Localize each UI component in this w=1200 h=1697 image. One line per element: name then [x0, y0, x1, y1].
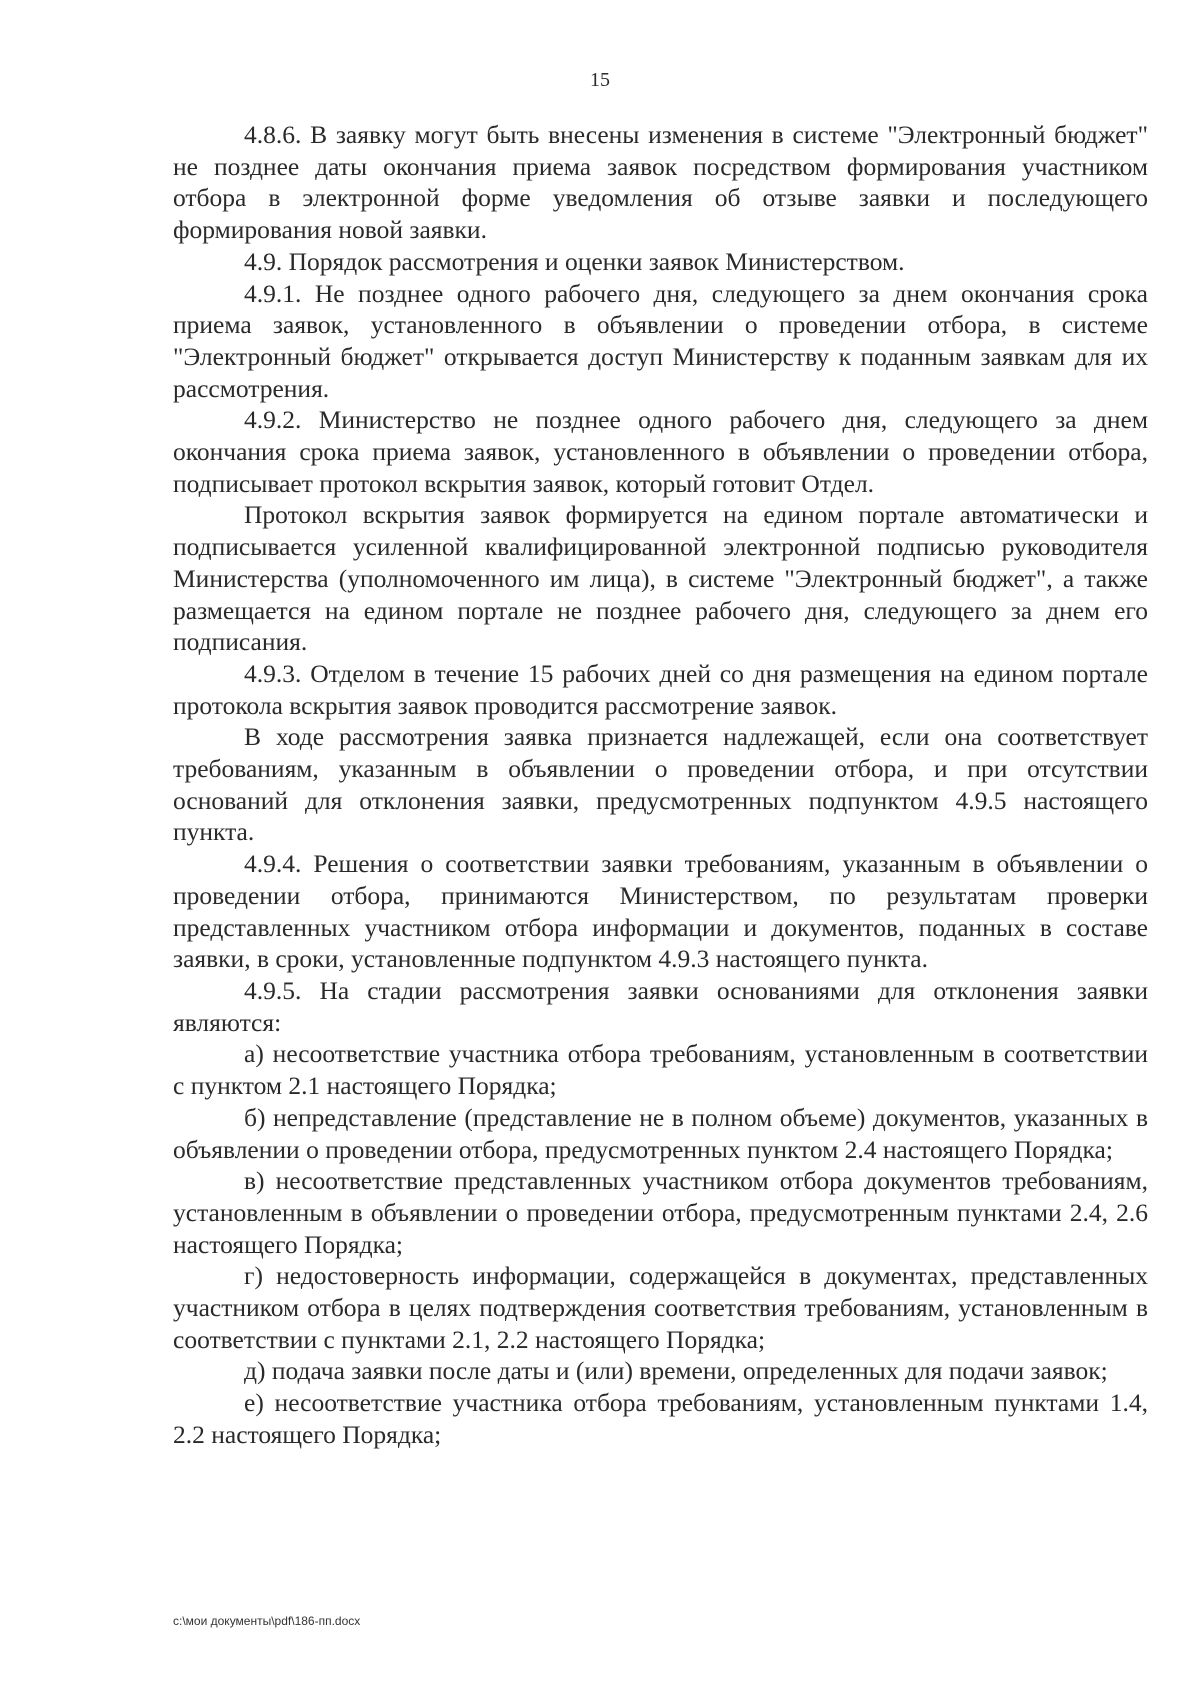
list-item-a: а) несоответствие участника отбора требованиям, установленным в соответствии с пунктом 2.1 настоящего Порядка;: [173, 1039, 1148, 1101]
list-item-b: б) непредставление (представление не в полном объеме) документов, указанных в объявлении о проведении отбора, предусмотренных пунктом 2.4 настоящего Порядка;: [173, 1102, 1148, 1164]
page-number: 15: [590, 69, 610, 91]
document-body: [173, 119, 1148, 1451]
paragraph-protocol: Протокол вскрытия заявок формируется на едином портале автоматически и подписывается усиленной квалифицированной электронной подписью руководителя Министерства (уполномоченного им лица), в системе "Электронный бюджет", а также размещается на едином портале не позднее рабочего дня, следующего за днем его подписания.: [173, 500, 1148, 657]
paragraph-4-9-3: 4.9.3. Отделом в течение 15 рабочих дней со дня размещения на едином портале протокола вскрытия заявок проводится рассмотрение заявок.: [173, 658, 1148, 720]
paragraph-4-9: 4.9. Порядок рассмотрения и оценки заявок Министерством.: [244, 246, 905, 276]
paragraph-4-9-1: 4.9.1. Не позднее одного рабочего дня, следующего за днем окончания срока приема заявок, установленного в объявлении о проведении отбора, в системе "Электронный бюджет" открывается доступ Министерству к поданным заявкам для их рассмотрения.: [173, 278, 1148, 403]
paragraph-review: В ходе рассмотрения заявка признается надлежащей, если она соответствует требованиям, указанным в объявлении о проведении отбора, и при отсутствии оснований для отклонения заявки, предусмотренных подпунктом 4.9.5 настоящего пункта.: [173, 722, 1148, 847]
paragraph-4-9-5: 4.9.5. На стадии рассмотрения заявки основаниями для отклонения заявки являются:: [173, 975, 1148, 1037]
list-item-g: г) недостоверность информации, содержащейся в документах, представленных участником отбора в целях подтверждения соответствия требованиям, установленным в соответствии с пунктами 2.1, 2.2 настоящего Порядка;: [173, 1261, 1148, 1354]
paragraph-4-9-2: 4.9.2. Министерство не позднее одного рабочего дня, следующего за днем окончания срока приема заявок, установленного в объявлении о проведении отбора, подписывает протокол вскрытия заявок, который готовит Отдел.: [173, 405, 1148, 498]
list-item-v: в) несоответствие представленных участником отбора документов требованиям, установленным в объявлении о проведении отбора, предусмотренным пунктами 2.4, 2.6 настоящего Порядка;: [173, 1166, 1148, 1259]
list-item-e: е) несоответствие участника отбора требованиям, установленным пунктами 1.4, 2.2 настоящего Порядка;: [173, 1388, 1148, 1449]
paragraph-4-8-6: 4.8.6. В заявку могут быть внесены изменения в системе "Электронный бюджет" не позднее даты окончания приема заявок посредством формирования участником отбора в электронной форме уведомления об отзыве заявки и последующего формирования новой заявки.: [173, 120, 1148, 245]
footer-file-path: c:\мои документы\pdf\186-пп.docx: [173, 1614, 361, 1628]
list-item-d: д) подача заявки после даты и (или) времени, определенных для подачи заявок;: [244, 1356, 1108, 1386]
paragraph-4-9-4: 4.9.4. Решения о соответствии заявки требованиям, указанным в объявлении о проведении отбора, принимаются Министерством, по результатам проверки представленных участником отбора информации и документов, поданных в составе заявки, в сроки, установленные подпунктом 4.9.3 настоящего пункта.: [173, 849, 1148, 974]
